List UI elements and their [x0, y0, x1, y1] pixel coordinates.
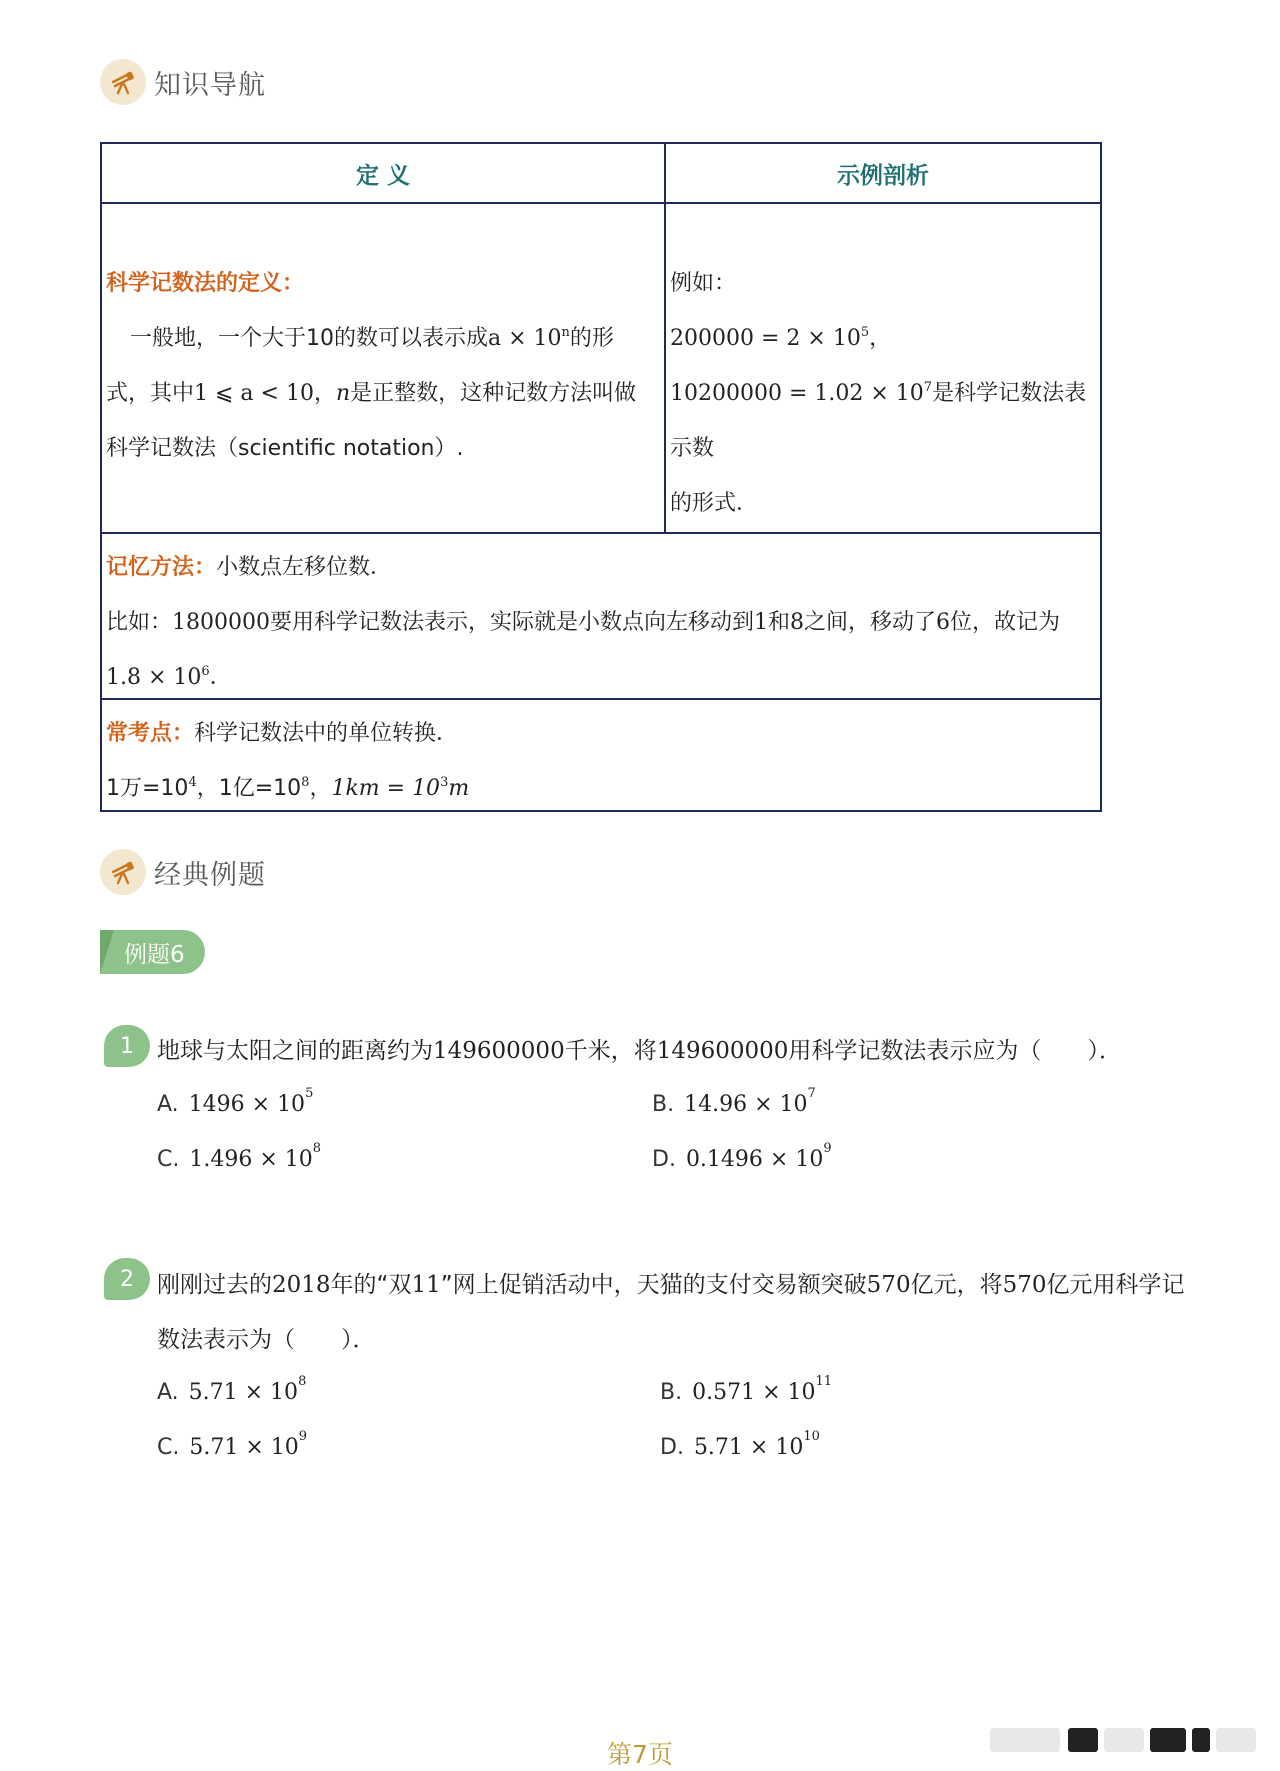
- q2-option-b[interactable]: B. $0.571 \times 10^{11}$: [660, 1374, 833, 1405]
- knowledge-nav-header: [100, 58, 266, 106]
- example-line-2: $10200000 = 1.02 \times 10^7$是科学记数法表示数: [670, 380, 1087, 461]
- example-header: 示例剖析: [837, 162, 929, 189]
- definition-cell: [102, 204, 666, 532]
- watermark-block: [1150, 1728, 1186, 1752]
- example-tag: 例题6: [100, 930, 205, 974]
- watermark-block: [1104, 1728, 1144, 1752]
- example-line-3: 的形式．: [670, 491, 759, 516]
- q1-option-a[interactable]: A. $1496 \times 10^5$: [157, 1086, 314, 1117]
- definition-line-1: 一般地，一个大于10的数可以表示成$a \times 10^n$的形: [130, 325, 614, 351]
- table-body-row: [102, 204, 1100, 534]
- definition-heading: 科学记数法的定义：: [106, 271, 305, 296]
- section-title: 经典例题: [154, 859, 266, 891]
- q1-option-b[interactable]: B. $14.96 \times 10^7$: [652, 1086, 816, 1117]
- examples-header: [100, 848, 266, 896]
- q2-option-d[interactable]: D. $5.71 \times 10^{10}$: [660, 1429, 820, 1460]
- q2-option-a[interactable]: A. $5.71 \times 10^8$: [157, 1374, 307, 1405]
- example-cell: [666, 204, 1100, 532]
- question-number-2: 2: [104, 1258, 150, 1300]
- definition-line-2: 式，其中1 ⩽ a < 10，n是正整数，这种记数方法叫做: [106, 381, 637, 406]
- frequent-point-row: [102, 700, 1100, 810]
- telescope-icon: [100, 59, 146, 105]
- definition-line-3: 科学记数法（scientific notation）.: [106, 436, 464, 461]
- table-header-row: [102, 144, 1100, 204]
- q1-option-d[interactable]: D. $0.1496 \times 10^9$: [652, 1141, 832, 1172]
- example-label: 例如：: [670, 271, 737, 296]
- watermark-block: [1216, 1728, 1256, 1752]
- memory-method-line-2: 比如：1800000要用科学记数法表示，实际就是小数点向左移动到1和8之间，移动了6位，故记为: [106, 610, 1061, 635]
- page-number: 第7页: [607, 1740, 673, 1769]
- question-2-text: 刚刚过去的2018年的“双11”网上促销活动中，天猫的支付交易额突破570亿元，将570亿元用科学记 数法表示为（ ）．: [157, 1272, 1185, 1353]
- watermark-block: [990, 1728, 1060, 1752]
- watermark-block: [1192, 1728, 1210, 1752]
- question-1-text: 地球与太阳之间的距离约为149600000千米，将149600000用科学记数法表示应为（ ）．: [157, 1038, 1122, 1064]
- definition-header: 定 义: [102, 144, 666, 202]
- question-number-1: 1: [104, 1025, 150, 1067]
- example-line-1: $200000 = 2 \times 10^5$，: [670, 325, 892, 351]
- section-title: 知识导航: [154, 69, 266, 101]
- knowledge-table: [100, 142, 1102, 812]
- watermark-block: [1068, 1728, 1098, 1752]
- q1-option-c[interactable]: C. $1.496 \times 10^8$: [157, 1141, 322, 1172]
- frequent-point-line-2: 1万$=10^4$，1亿$=10^8$，$1km = 10^3m$: [106, 775, 470, 801]
- q2-option-c[interactable]: C. $5.71 \times 10^9$: [157, 1429, 308, 1460]
- frequent-point-line-1: 常考点：科学记数法中的单位转换．: [106, 721, 459, 746]
- memory-method-line-3: $1.8 \times 10^6$．: [106, 664, 232, 690]
- telescope-icon: [100, 849, 146, 895]
- memory-method-row: [102, 534, 1100, 700]
- memory-method-line-1: 记忆方法：小数点左移位数．: [106, 555, 393, 580]
